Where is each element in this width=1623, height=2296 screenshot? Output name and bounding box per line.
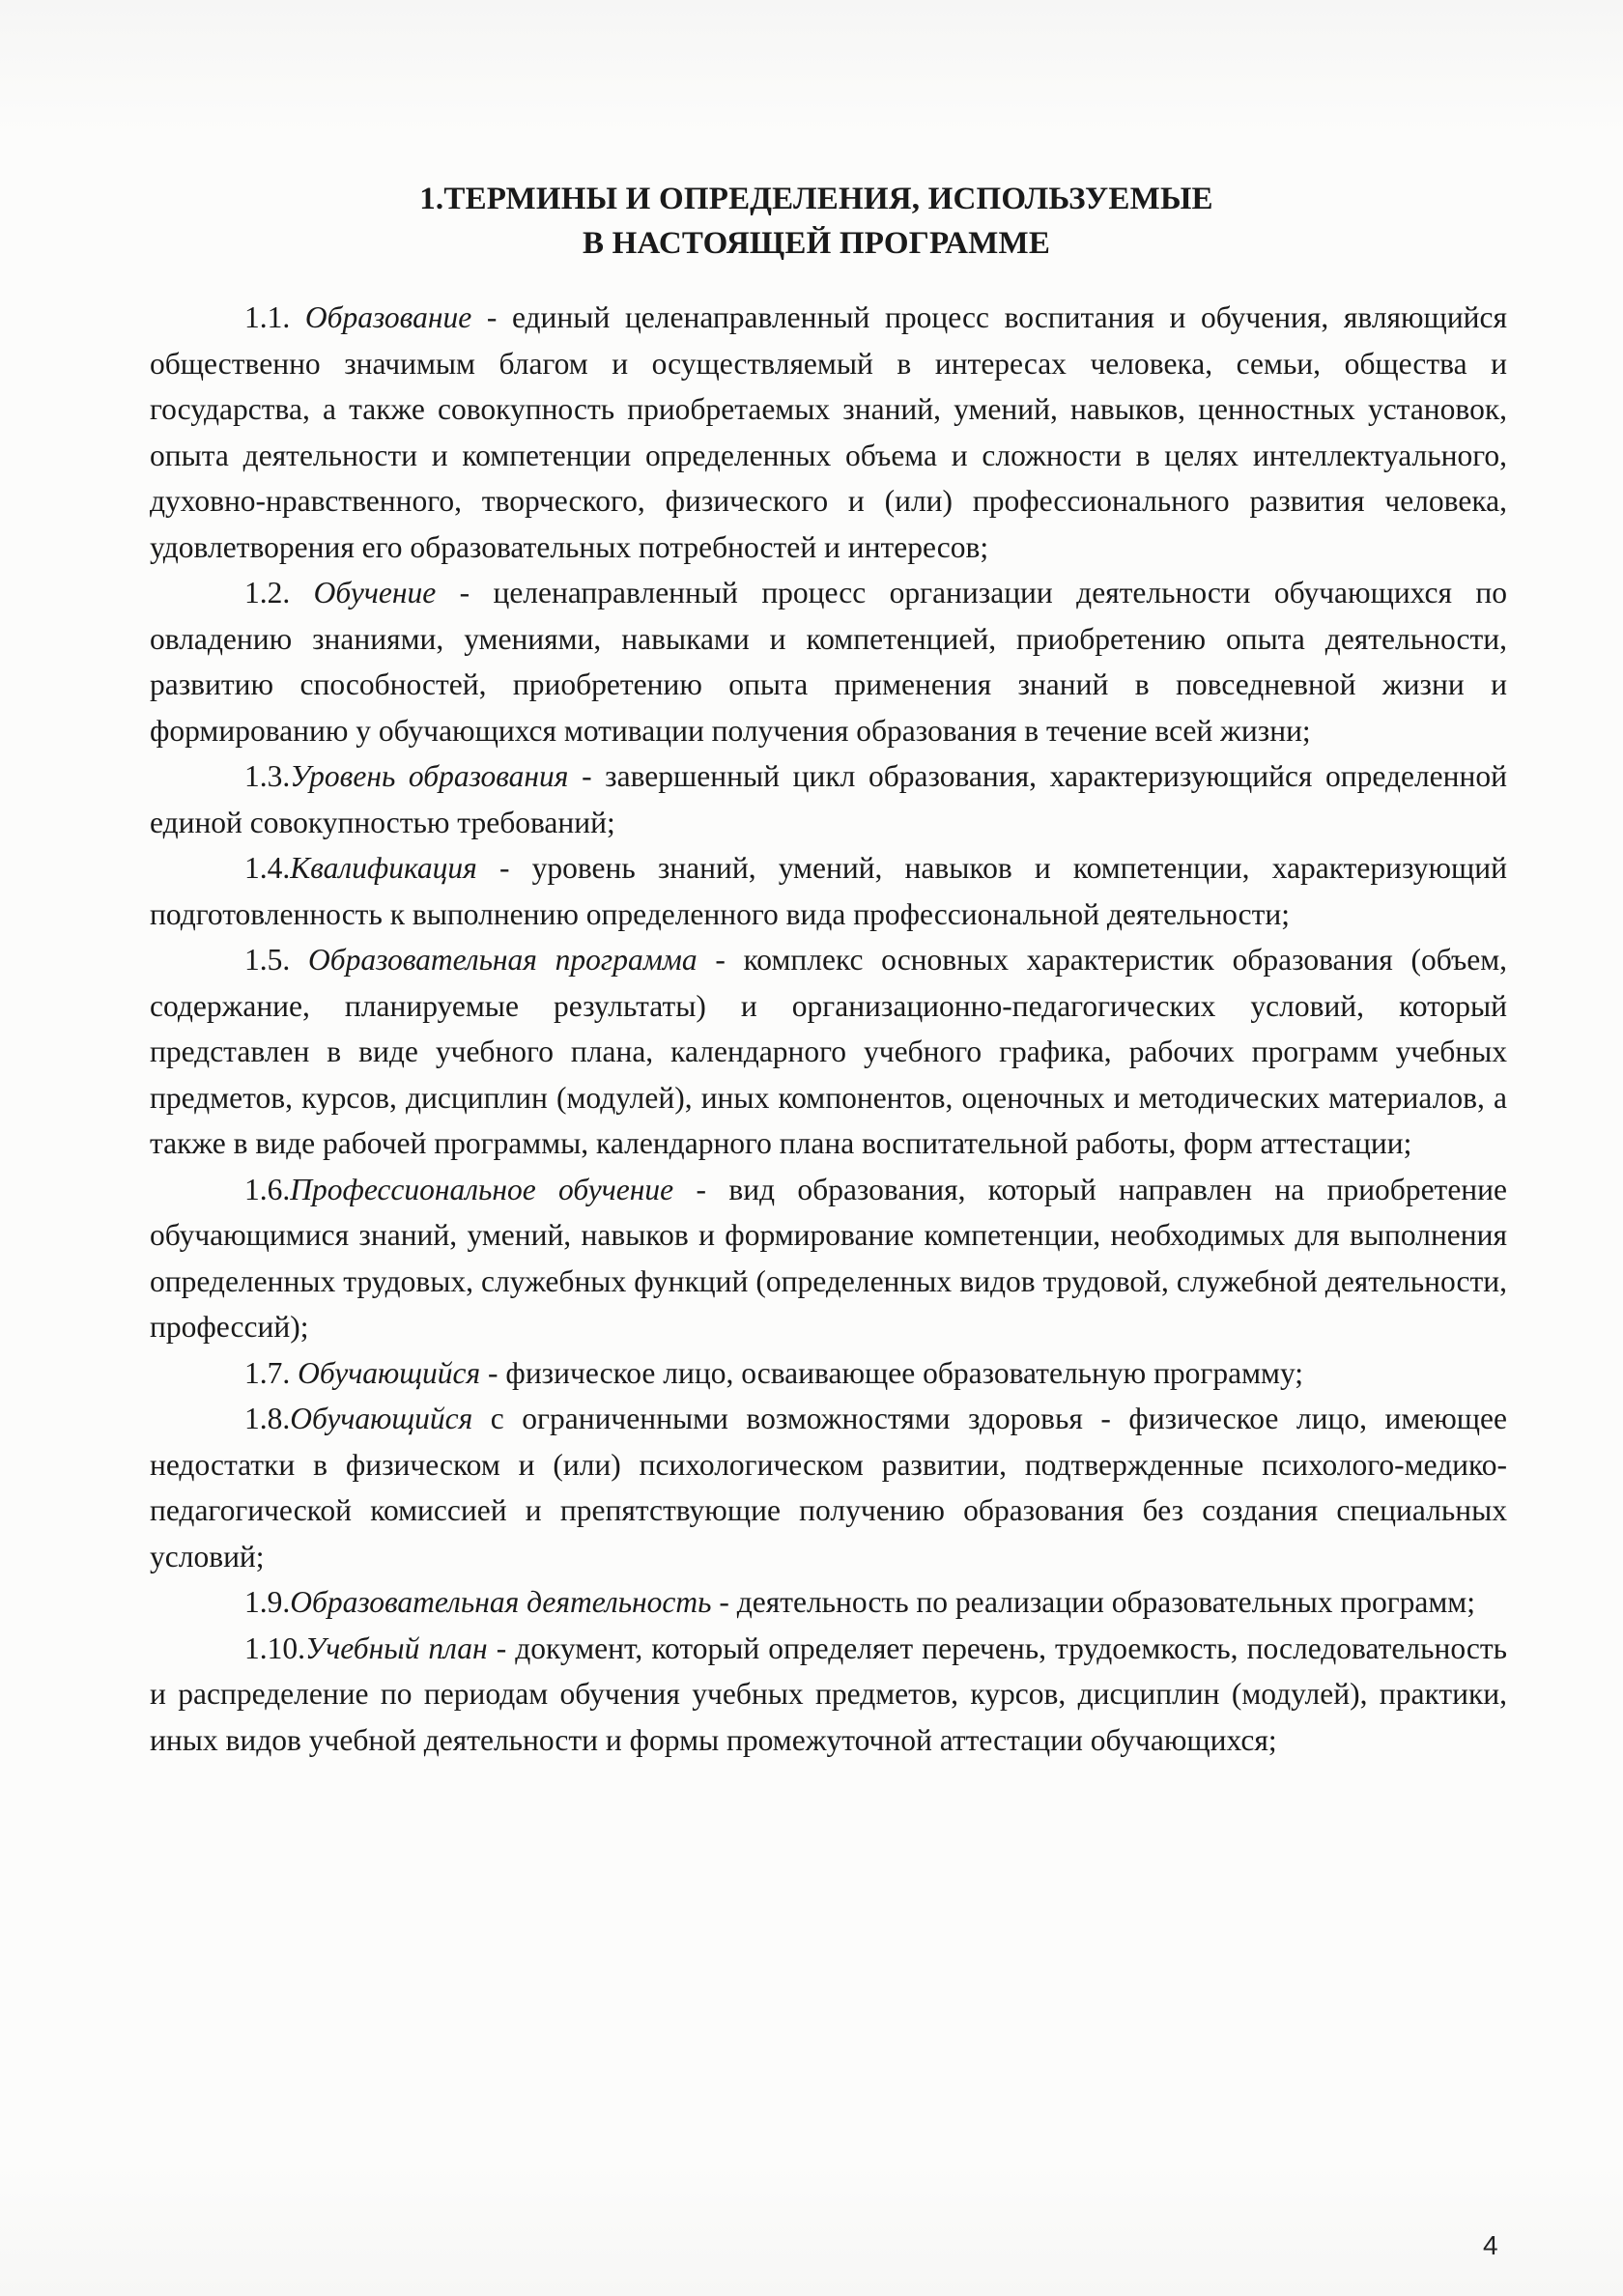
definition-number: 1.5.: [244, 943, 308, 977]
definition-term: Образовательная деятельность: [290, 1585, 712, 1619]
definition-term: Образование: [304, 300, 472, 334]
section-title: [0, 177, 1623, 266]
definition-paragraph-10: [150, 1626, 1507, 1764]
definition-paragraph-7: [150, 1350, 1507, 1397]
definition-paragraph-8: [150, 1396, 1507, 1579]
definition-term: Квалификация: [290, 851, 477, 885]
definition-text: - завершенный цикл образования, характеризующийся определенной единой совокупностью требований;: [150, 759, 1507, 839]
section-title-line-1: 1.ТЕРМИНЫ И ОПРЕДЕЛЕНИЯ, ИСПОЛЬЗУЕМЫЕ: [419, 182, 1213, 216]
definition-text: - физическое лицо, осваивающее образовательную программу;: [480, 1355, 1304, 1390]
definition-number: 1.8.: [244, 1402, 291, 1435]
definitions-list: [150, 295, 1507, 1763]
definition-term: Образовательная программа: [307, 943, 698, 977]
definition-paragraph-2: [150, 570, 1507, 753]
definition-paragraph-1: [150, 295, 1507, 570]
definition-number: 1.6.: [244, 1172, 291, 1206]
definition-number: 1.7.: [244, 1355, 299, 1390]
definition-number: 1.4.: [244, 851, 291, 885]
definition-term: Профессиональное обучение: [290, 1172, 674, 1206]
definition-paragraph-5: [150, 937, 1507, 1167]
definition-paragraph-4: [150, 845, 1507, 937]
definition-term: Обучение: [313, 576, 437, 609]
definition-text: - целенаправленный процесс организации деятельности обучающихся по овладению знаниями, умениями, навыками и компетенцией, приобретению опыта деятельности, развитию способностей, приобретению опыта применения знаний в повседневной жизни и формированию у обучающихся мотивации получения образования в течение всей жизни;: [150, 576, 1507, 748]
definition-text: - деятельность по реализации образовательных программ;: [711, 1585, 1475, 1619]
definition-term: Учебный план: [305, 1630, 488, 1665]
definition-text: - вид образования, который направлен на приобретение обучающимися знаний, умений, навыков и формирование компетенции, необходимых для выполнения определенных трудовых, служебных функций (определенных видов трудовой, служебной деятельности, профессий);: [150, 1172, 1507, 1344]
definition-paragraph-6: [150, 1167, 1507, 1350]
definition-text: - единый целенаправленный процесс воспитания и обучения, являющийся общественно значимым благом и осуществляемый в интересах человека, семьи, общества и государства, а также совокупность приобретаемых знаний, умений, навыков, ценностных установок, опыта деятельности и компетенции определенных объема и сложности в целях интеллектуального, духовно-нравственного, творческого, физического и (или) профессионального развития человека, удовлетворения его образовательных потребностей и интересов;: [150, 300, 1507, 564]
definition-text: - комплекс основных характеристик образования (объем, содержание, планируемые результаты) и организационно-педагогических условий, который представлен в виде учебного плана, календарного учебного графика, рабочих программ учебных предметов, курсов, дисциплин (модулей), иных компонентов, оценочных и методических материалов, а также в виде рабочей программы, календарного плана воспитательной работы, форм аттестации;: [150, 943, 1508, 1160]
definition-text: - уровень знаний, умений, навыков и компетенции, характеризующий подготовленность к выполнению определенного вида профессиональной деятельности;: [150, 851, 1507, 931]
definition-text: - документ, который определяет перечень, трудоемкость, последовательность и распределение по периодам обучения учебных предметов, курсов, дисциплин (модулей), практики, иных видов учебной деятельности и формы промежуточной аттестации обучающихся;: [150, 1630, 1507, 1757]
definition-term: Обучающийся: [298, 1355, 481, 1390]
definition-paragraph-3: [150, 753, 1507, 845]
page-number: 4: [1483, 2230, 1498, 2260]
section-title-line-2: В НАСТОЯЩЕЙ ПРОГРАММЕ: [582, 226, 1051, 261]
definition-number: 1.9.: [244, 1585, 291, 1619]
definition-term: Обучающийся: [290, 1402, 473, 1435]
definition-number: 1.1.: [244, 300, 305, 334]
definition-text: с ограниченными возможностями здоровья - физическое лицо, имеющее недостатки в физическом и (или) психологическом развитии, подтвержденные психолого-медико-педагогической комиссией и препятствующие получению образования без создания специальных условий;: [150, 1402, 1507, 1573]
definition-term: Уровень образования: [290, 759, 569, 793]
definition-paragraph-9: [150, 1579, 1507, 1626]
definition-number: 1.10.: [244, 1630, 305, 1665]
definition-number: 1.2.: [244, 576, 314, 609]
definition-number: 1.3.: [244, 759, 291, 793]
